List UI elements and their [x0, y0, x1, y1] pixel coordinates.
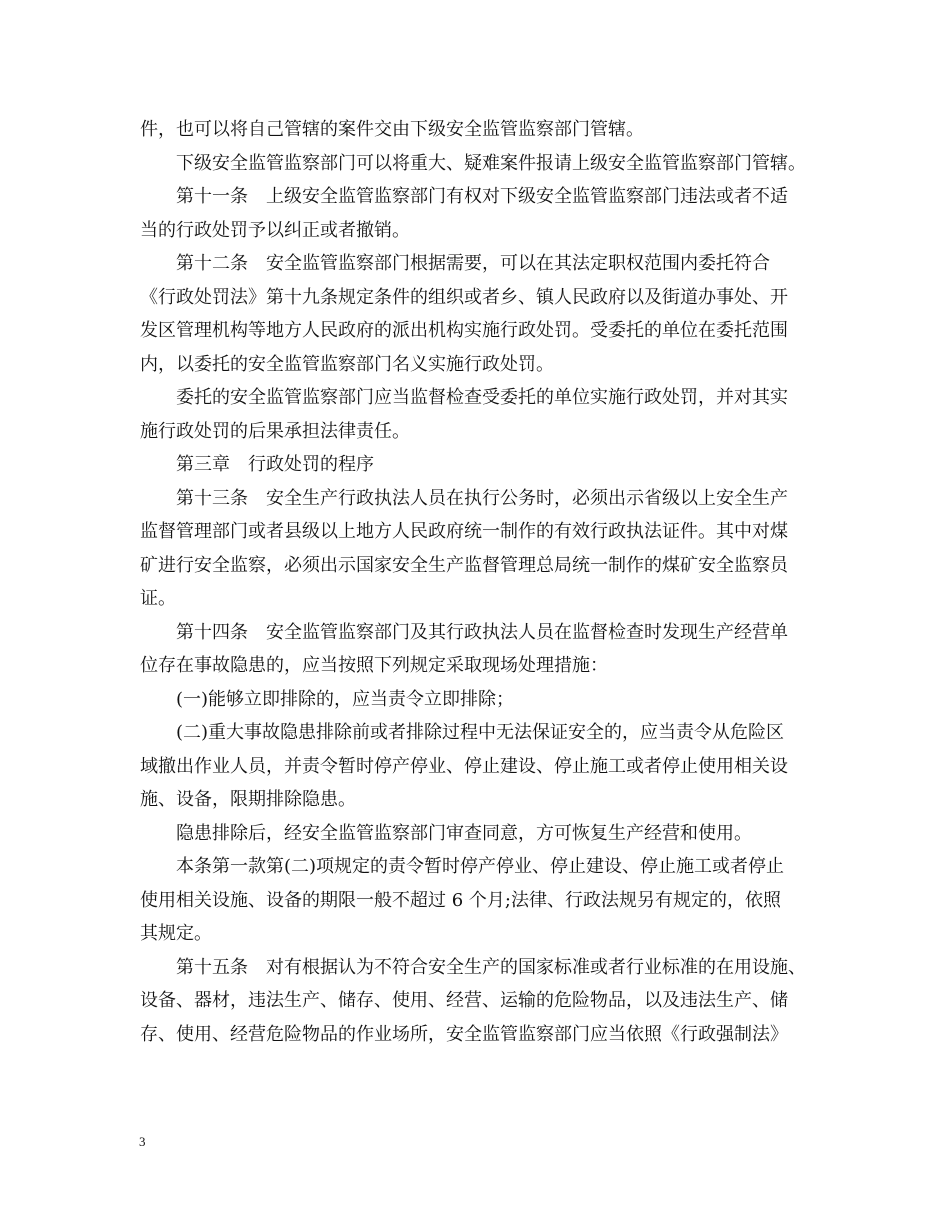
text-line: 其规定。	[140, 923, 212, 944]
text-line: 监督管理部门或者县级以上地方人民政府统一制作的有效行政执法证件。其中对煤	[140, 521, 788, 542]
text-line: 第十二条 安全监管监察部门根据需要，可以在其法定职权范围内委托符合	[140, 253, 770, 274]
text-line: 第十三条 安全生产行政执法人员在执行公务时，必须出示省级以上安全生产	[140, 488, 788, 509]
text-line: 第十一条 上级安全监管监察部门有权对下级安全监管监察部门违法或者不适	[140, 186, 788, 207]
text-line: 存、使用、经营危险物品的作业场所，安全监管监察部门应当依照《行政强制法》	[140, 1024, 788, 1045]
text-line: 《行政处罚法》第十九条规定条件的组织或者乡、镇人民政府以及街道办事处、开	[140, 287, 788, 308]
text-line: 第十四条 安全监管监察部门及其行政执法人员在监督检查时发现生产经营单	[140, 622, 788, 643]
chapter-heading: 第三章 行政处罚的程序	[140, 454, 374, 475]
text-line: 委托的安全监管监察部门应当监督检查受委托的单位实施行政处罚，并对其实	[140, 387, 788, 408]
text-line: (一)能够立即排除的，应当责令立即排除；	[140, 689, 515, 710]
text-line: (二)重大事故隐患排除前或者排除过程中无法保证安全的，应当责令从危险区	[140, 722, 785, 743]
text-line: 本条第一款第(二)项规定的责令暂时停产停业、停止建设、停止施工或者停止	[140, 856, 785, 877]
page-number: 3	[139, 1134, 146, 1149]
text-line: 施行政处罚的后果承担法律责任。	[140, 421, 410, 442]
text-line: 下级安全监管监察部门可以将重大、疑难案件报请上级安全监管监察部门管辖。	[140, 153, 806, 174]
text-line: 矿进行安全监察，必须出示国家安全生产监督管理总局统一制作的煤矿安全监察员	[140, 555, 788, 576]
text-line: 发区管理机构等地方人民政府的派出机构实施行政处罚。受委托的单位在委托范围	[140, 320, 788, 341]
text-line: 件，也可以将自己管辖的案件交由下级安全监管监察部门管辖。	[140, 119, 644, 140]
text-line: 证。	[140, 588, 176, 609]
text-line: 内，以委托的安全监管监察部门名义实施行政处罚。	[140, 354, 554, 375]
text-line: 域撤出作业人员，并责令暂时停产停业、停止建设、停止施工或者停止使用相关设	[140, 756, 788, 777]
text-line: 隐患排除后，经安全监管监察部门审查同意，方可恢复生产经营和使用。	[140, 823, 752, 844]
text-line: 当的行政处罚予以纠正或者撤销。	[140, 220, 410, 241]
text-line: 施、设备，限期排除隐患。	[140, 789, 356, 810]
text-line: 使用相关设施、设备的期限一般不超过 6 个月;法律、行政法规另有规定的，依照	[140, 890, 781, 911]
text-line: 位存在事故隐患的，应当按照下列规定采取现场处理措施：	[140, 655, 608, 676]
text-line: 设备、器材，违法生产、储存、使用、经营、运输的危险物品，以及违法生产、储	[140, 990, 788, 1011]
text-line: 第十五条 对有根据认为不符合安全生产的国家标准或者行业标准的在用设施、	[140, 957, 806, 978]
